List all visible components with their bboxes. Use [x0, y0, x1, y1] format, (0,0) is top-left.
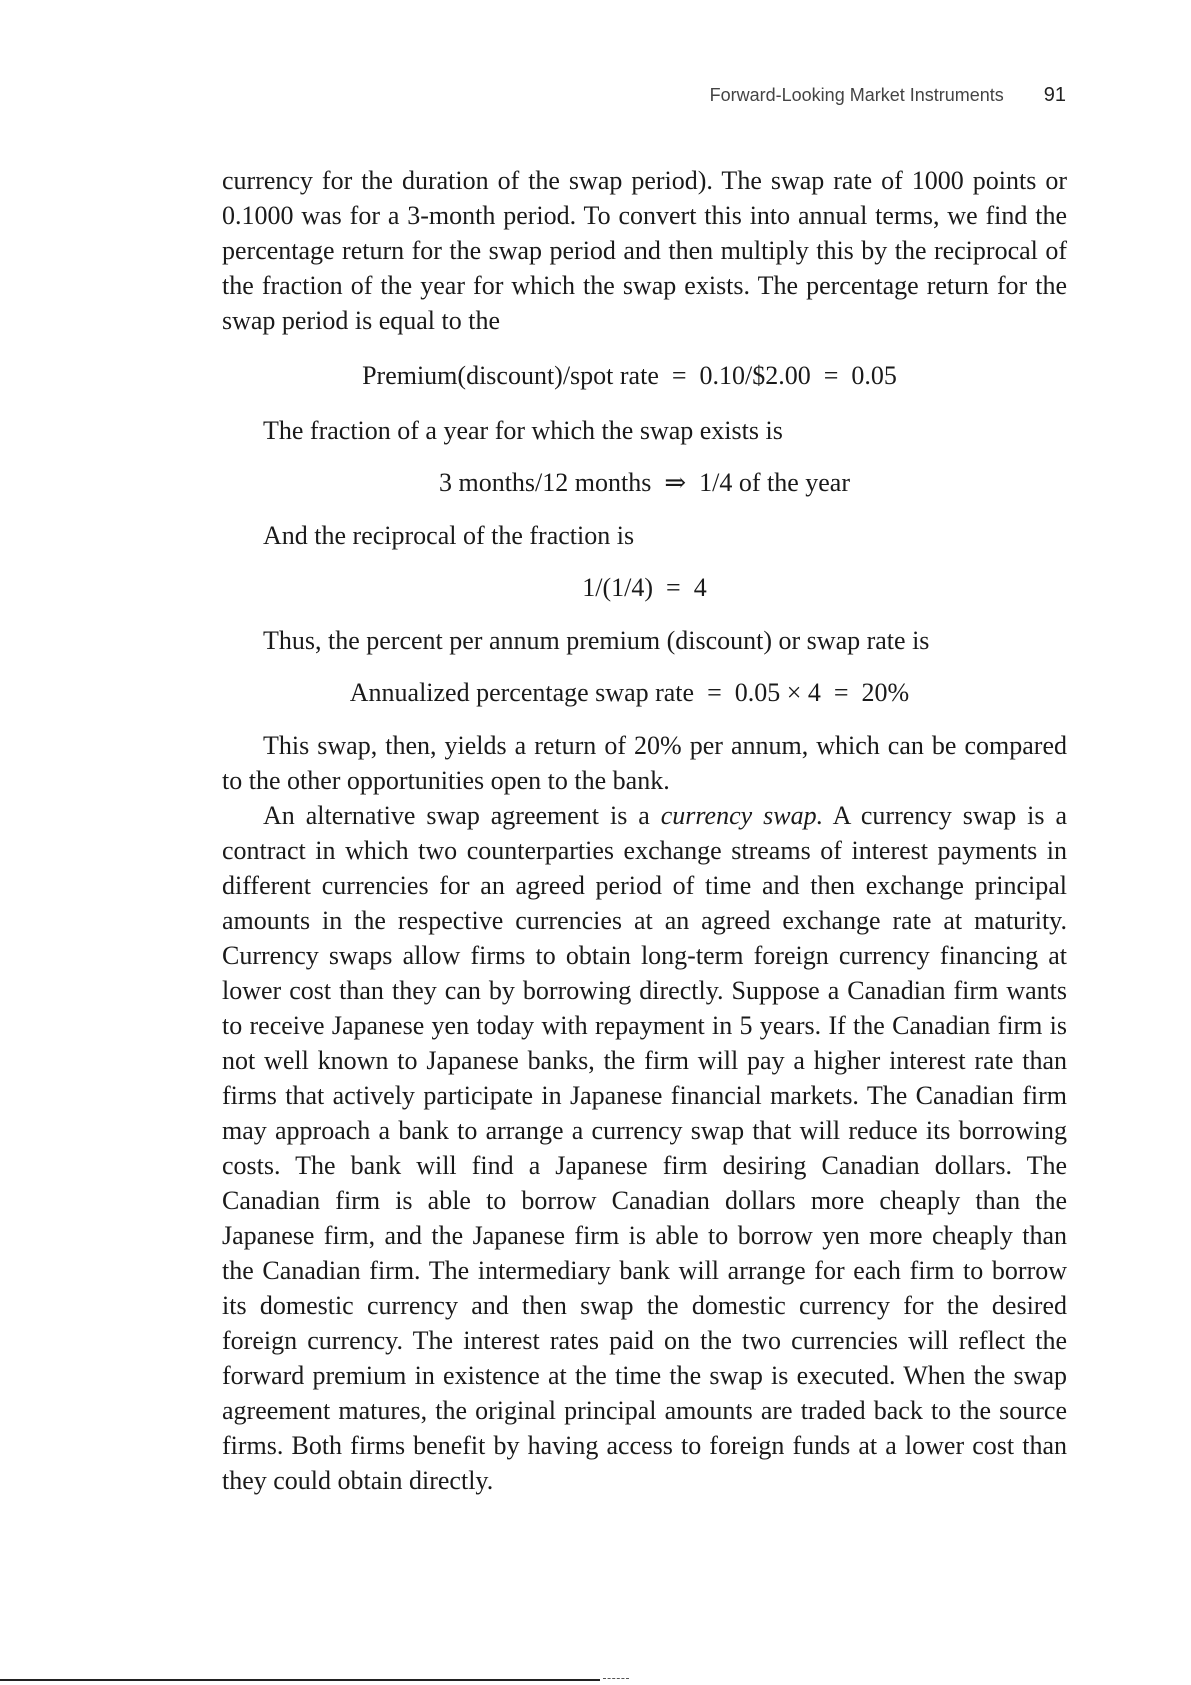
- equation-premium-spot-rate: [222, 358, 1067, 393]
- currency-swap-body-text: A currency swap is a contract in which two counterparties exchange streams of interest payments in different currencies for an agreed period of time and then exchange principal amounts in the respective currencies at an agreed exchange rate at maturity. Currency swaps allow firms to obtain long-term foreign currency financing at lower cost than they can by borrowing directly. Suppose a Canadian firm wants to receive Japanese yen today with repayment in 5 years. If the Canadian firm is not well known to Japanese banks, the firm will pay a higher interest rate than firms that actively participate in Japanese financial markets. The Canadian firm may approach a bank to arrange a currency swap that will reduce its borrowing costs. The bank will find a Japanese firm desiring Canadian dollars. The Canadian firm is able to borrow Canadian dollars more cheaply than the Japanese firm, and the Japanese firm is able to borrow yen more cheaply than the Canadian firm. The intermediary bank will arrange for each firm to borrow its domestic currency and then swap the domestic currency for the desired foreign currency. The interest rates paid on the two currencies will reflect the forward premium in existence at the time the swap is executed. When the swap agreement matures, the original principal amounts are traded back to the source firms. Both firms benefit by having access to foreign funds at a lower cost than they could obtain directly.: [222, 801, 1067, 1495]
- equation-fraction-of-year: [222, 465, 1067, 500]
- equation-text: Annualized percentage swap rate = 0.05 × 4 = 20%: [349, 678, 910, 707]
- bottom-rule: [0, 1679, 600, 1681]
- equation-reciprocal: [222, 570, 1067, 605]
- paragraph-swap-yield: This swap, then, yields a return of 20% per annum, which can be compared to the other opportunities open to the bank.: [222, 731, 1067, 795]
- running-title: Forward-Looking Market Instruments: [709, 85, 1004, 105]
- body-text: [222, 163, 1067, 1498]
- line-reciprocal: And the reciprocal of the fraction is: [263, 521, 635, 550]
- equation-text: 3 months/12 months ⇒ 1/4 of the year: [438, 468, 851, 497]
- currency-swap-lead-text: An alternative swap agreement is a: [263, 801, 661, 830]
- equation-text: 1/(1/4) = 4: [582, 573, 707, 602]
- bottom-rule-mark: [603, 1678, 629, 1679]
- running-header: [710, 84, 1066, 107]
- paragraph-currency-swap: [222, 798, 1067, 1498]
- currency-swap-term: currency swap.: [660, 801, 824, 830]
- equation-text: Premium(discount)/spot rate = 0.10/$2.00 = 0.05: [362, 361, 897, 390]
- line-fraction-of-year: The fraction of a year for which the swap exists is: [263, 416, 783, 445]
- paragraph-swap-rate-intro: currency for the duration of the swap period). The swap rate of 1000 points or 0.1000 was for a 3-month period. To convert this into annual terms, we find the percentage return for the swap period and then multiply this by the reciprocal of the fraction of the year for which the swap exists. The percentage return for the swap period is equal to the: [222, 166, 1067, 335]
- line-per-annum-premium: Thus, the percent per annum premium (discount) or swap rate is: [263, 626, 930, 655]
- equation-annualized-swap-rate: [222, 675, 1067, 710]
- page-number: 91: [1043, 84, 1066, 106]
